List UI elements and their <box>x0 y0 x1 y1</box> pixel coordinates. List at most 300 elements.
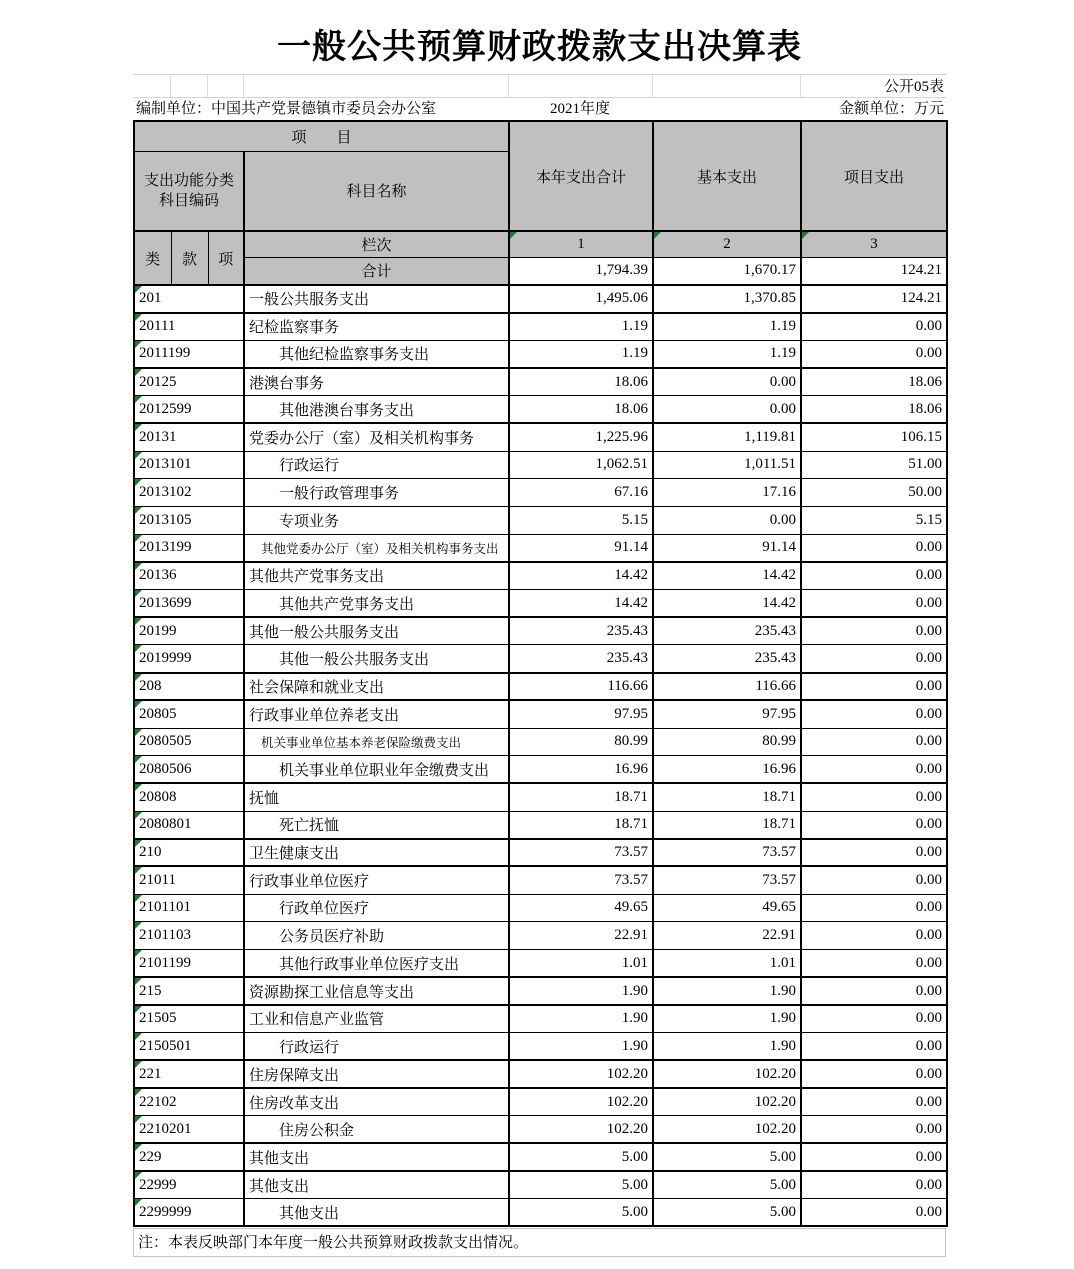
row-code-cell <box>134 1033 244 1061</box>
row-name-cell <box>244 617 509 645</box>
row-value-cell-text: 1,495.06 <box>595 290 649 307</box>
row-value-cell-text: 49.65 <box>762 899 797 916</box>
row-value-cell <box>801 866 947 894</box>
row-name-cell <box>244 368 509 396</box>
row-value-cell-text: 91.14 <box>614 539 649 556</box>
column-header-label: 本年支出合计 <box>536 169 627 186</box>
row-value-cell-text: 124.21 <box>900 290 943 307</box>
row-value-cell <box>509 396 653 424</box>
row-value-cell <box>509 866 653 894</box>
table-row <box>134 313 947 341</box>
row-value-cell <box>509 783 653 811</box>
row-value-cell-text: 235.43 <box>754 622 797 639</box>
row-value-cell <box>801 507 947 535</box>
row-name-cell-text: 其他港澳台事务支出 <box>279 402 415 419</box>
column-number: 3 <box>870 235 878 252</box>
row-value-cell <box>801 562 947 590</box>
row-value-cell-text: 16.96 <box>614 760 649 777</box>
row-value-cell <box>509 645 653 673</box>
row-value-cell <box>653 479 801 507</box>
row-value-cell-text: 17.16 <box>762 484 797 501</box>
grand-total-label: 合计 <box>361 264 392 281</box>
row-name-cell <box>244 479 509 507</box>
row-value-cell-text: 1,225.96 <box>595 429 649 446</box>
row-code-cell-text: 2019999 <box>139 650 192 667</box>
gridline <box>652 75 653 97</box>
page-title: 一般公共预算财政拨款支出决算表 <box>277 29 802 66</box>
row-code-cell <box>134 866 244 894</box>
table-row <box>134 783 947 811</box>
row-code-cell <box>134 1088 244 1116</box>
table-row <box>134 700 947 728</box>
row-name-cell-text: 公务员医疗补助 <box>279 929 385 946</box>
table-row <box>134 1143 947 1171</box>
row-value-cell-text: 1.90 <box>769 1010 797 1027</box>
row-value-cell-text: 0.00 <box>915 1120 943 1137</box>
table-row <box>134 285 947 313</box>
row-value-cell <box>801 313 947 341</box>
row-code-cell-text: 20808 <box>139 788 177 805</box>
row-value-cell-text: 18.71 <box>762 816 797 833</box>
row-code-cell-text: 22999 <box>139 1176 177 1193</box>
sub-column-item <box>208 231 244 285</box>
row-value-cell-text: 0.00 <box>915 1037 943 1054</box>
row-value-cell <box>801 1005 947 1033</box>
row-value-cell <box>509 340 653 368</box>
row-value-cell-text: 67.16 <box>614 484 649 501</box>
row-value-cell <box>801 756 947 784</box>
table-row <box>134 534 947 562</box>
row-value-cell <box>509 368 653 396</box>
row-value-cell-text: 102.20 <box>754 1093 797 1110</box>
row-value-cell <box>801 340 947 368</box>
row-name-cell-text: 机关事业单位基本养老保险缴费支出 <box>261 735 462 750</box>
column-number: 2 <box>723 235 731 252</box>
row-value-cell <box>509 700 653 728</box>
table-row <box>134 451 947 479</box>
row-value-cell-text: 51.00 <box>908 456 943 473</box>
row-value-cell <box>653 451 801 479</box>
row-value-cell-text: 0.00 <box>915 318 943 335</box>
row-code-cell-text: 2013699 <box>139 594 192 611</box>
row-value-cell-text: 50.00 <box>908 484 943 501</box>
row-value-cell-text: 0.00 <box>915 844 943 861</box>
row-value-cell <box>653 783 801 811</box>
excel-error-triangle-icon <box>510 232 517 239</box>
row-code-cell <box>134 728 244 756</box>
row-name-cell-text: 港澳台事务 <box>249 375 325 392</box>
sub-column-label: 项 <box>218 251 234 268</box>
row-value-cell-text: 0.00 <box>915 816 943 833</box>
row-value-cell <box>509 1171 653 1199</box>
project-header-cell <box>134 121 509 151</box>
column-number-cell-1 <box>509 231 653 257</box>
row-code-cell <box>134 423 244 451</box>
row-name-cell <box>244 1005 509 1033</box>
row-value-cell <box>801 839 947 867</box>
row-code-cell-text: 2150501 <box>139 1037 192 1054</box>
row-code-cell <box>134 617 244 645</box>
row-value-cell <box>509 423 653 451</box>
row-name-cell <box>244 562 509 590</box>
row-value-cell-text: 1,011.51 <box>744 456 797 473</box>
table-row <box>134 1171 947 1199</box>
table-row <box>134 1116 947 1144</box>
row-value-cell <box>509 950 653 978</box>
row-name-cell <box>244 313 509 341</box>
row-code-cell-text: 2101103 <box>139 927 191 944</box>
row-value-cell-text: 0.00 <box>915 872 943 889</box>
row-value-cell-text: 5.00 <box>621 1148 649 1165</box>
row-code-cell-text: 2013101 <box>139 456 192 473</box>
row-value-cell-text: 0.00 <box>915 982 943 999</box>
row-code-cell-text: 2080801 <box>139 816 192 833</box>
budget-sheet <box>133 0 946 1257</box>
row-value-cell <box>509 617 653 645</box>
row-code-cell-text: 215 <box>139 982 162 999</box>
row-name-cell-text: 一般公共服务支出 <box>249 292 370 309</box>
row-name-cell-text: 其他一般公共服务支出 <box>249 624 400 641</box>
row-name-cell <box>244 673 509 701</box>
row-value-cell <box>653 645 801 673</box>
row-code-cell <box>134 894 244 922</box>
code-header-cell <box>134 151 244 231</box>
row-code-cell <box>134 645 244 673</box>
row-value-cell <box>509 451 653 479</box>
row-value-cell <box>509 507 653 535</box>
row-code-cell <box>134 839 244 867</box>
row-name-cell <box>244 534 509 562</box>
row-name-cell <box>244 1171 509 1199</box>
row-value-cell-text: 102.20 <box>754 1120 797 1137</box>
table-row <box>134 950 947 978</box>
row-value-cell <box>509 1088 653 1116</box>
table-row <box>134 894 947 922</box>
column-header-label: 项目支出 <box>844 169 905 186</box>
row-name-cell <box>244 1199 509 1227</box>
row-code-cell <box>134 977 244 1005</box>
row-value-cell-text: 0.00 <box>915 1093 943 1110</box>
row-code-cell <box>134 368 244 396</box>
row-value-cell <box>653 756 801 784</box>
gridline <box>170 75 171 97</box>
grand-total-value: 124.21 <box>900 262 943 279</box>
column-header-project-expenditure <box>801 121 947 231</box>
row-value-cell <box>653 839 801 867</box>
row-name-cell-text: 行政运行 <box>279 458 340 475</box>
row-value-cell-text: 5.00 <box>769 1203 797 1220</box>
row-value-cell <box>801 700 947 728</box>
row-value-cell <box>801 423 947 451</box>
prepared-by-label: 编制单位：中国共产党景德镇市委员会办公室 <box>136 101 437 117</box>
row-value-cell-text: 0.00 <box>915 1148 943 1165</box>
row-code-cell <box>134 700 244 728</box>
row-value-cell-text: 235.43 <box>606 650 649 667</box>
row-value-cell-text: 1,062.51 <box>595 456 649 473</box>
row-code-cell <box>134 507 244 535</box>
row-value-cell-text: 0.00 <box>915 1203 943 1220</box>
row-value-cell <box>509 1033 653 1061</box>
row-code-cell <box>134 451 244 479</box>
row-value-cell <box>801 451 947 479</box>
row-value-cell <box>509 839 653 867</box>
row-name-cell-text: 死亡抚恤 <box>279 818 340 835</box>
row-value-cell-text: 18.06 <box>908 400 943 417</box>
row-name-cell-text: 专项业务 <box>279 513 340 530</box>
column-number-cell-3 <box>801 231 947 257</box>
row-name-cell-text: 抚恤 <box>249 790 280 807</box>
row-value-cell-text: 97.95 <box>614 705 649 722</box>
row-value-cell <box>653 396 801 424</box>
row-value-cell <box>509 1143 653 1171</box>
row-code-cell <box>134 922 244 950</box>
row-value-cell-text: 0.00 <box>915 345 943 362</box>
row-code-cell-text: 2080506 <box>139 760 192 777</box>
row-value-cell-text: 1.19 <box>621 345 649 362</box>
row-code-cell <box>134 285 244 313</box>
row-name-cell <box>244 977 509 1005</box>
row-name-cell-text: 住房公积金 <box>279 1122 355 1139</box>
row-value-cell <box>653 1060 801 1088</box>
row-value-cell <box>653 977 801 1005</box>
header-row-lanci <box>134 231 947 257</box>
row-code-cell <box>134 1060 244 1088</box>
row-code-cell <box>134 479 244 507</box>
row-value-cell <box>509 1005 653 1033</box>
table-row <box>134 617 947 645</box>
row-name-cell <box>244 950 509 978</box>
row-value-cell <box>653 340 801 368</box>
row-value-cell-text: 22.91 <box>762 927 797 944</box>
excel-error-triangle-icon <box>654 232 661 239</box>
row-name-cell-text: 行政事业单位养老支出 <box>249 707 400 724</box>
row-code-cell <box>134 783 244 811</box>
table-body <box>134 285 947 1226</box>
row-code-cell-text: 2101101 <box>139 899 191 916</box>
row-value-cell <box>801 1033 947 1061</box>
row-name-cell-text: 其他共产党事务支出 <box>279 596 415 613</box>
row-code-cell <box>134 756 244 784</box>
footnote: 注：本表反映部门本年度一般公共预算财政拨款支出情况。 <box>133 1228 946 1257</box>
row-value-cell <box>653 313 801 341</box>
row-name-cell <box>244 922 509 950</box>
row-name-cell <box>244 1143 509 1171</box>
row-code-cell-text: 20136 <box>139 567 177 584</box>
row-code-cell-text: 2013105 <box>139 511 192 528</box>
row-value-cell-text: 18.06 <box>614 373 649 390</box>
row-name-cell <box>244 783 509 811</box>
row-value-cell-text: 0.00 <box>915 622 943 639</box>
row-value-cell-text: 0.00 <box>915 927 943 944</box>
row-value-cell-text: 0.00 <box>915 567 943 584</box>
subject-name-header-cell <box>244 151 509 231</box>
grand-total-value-cell <box>801 257 947 285</box>
row-value-cell <box>801 1199 947 1227</box>
code-header-line2: 科目编码 <box>158 192 219 209</box>
row-value-cell-text: 1.01 <box>621 954 649 971</box>
row-value-cell <box>653 673 801 701</box>
row-value-cell <box>653 1199 801 1227</box>
row-value-cell-text: 0.00 <box>915 899 943 916</box>
row-value-cell-text: 5.00 <box>621 1176 649 1193</box>
row-value-cell <box>509 922 653 950</box>
row-code-cell-text: 21505 <box>139 1010 177 1027</box>
row-name-cell <box>244 1033 509 1061</box>
row-code-cell-text: 20125 <box>139 373 177 390</box>
expenditure-table <box>133 120 948 1227</box>
row-value-cell <box>801 617 947 645</box>
table-row <box>134 756 947 784</box>
table-row <box>134 507 947 535</box>
row-name-cell <box>244 700 509 728</box>
row-value-cell <box>801 479 947 507</box>
row-value-cell <box>801 396 947 424</box>
row-value-cell-text: 18.06 <box>908 373 943 390</box>
row-value-cell-text: 1.90 <box>621 982 649 999</box>
row-value-cell-text: 5.00 <box>621 1203 649 1220</box>
grand-total-value-cell <box>509 257 653 285</box>
gridline <box>508 75 509 97</box>
row-value-cell-text: 0.00 <box>915 705 943 722</box>
subject-name-header-label: 科目名称 <box>346 184 407 201</box>
header-row-total <box>134 257 947 285</box>
row-value-cell-text: 18.71 <box>762 788 797 805</box>
row-value-cell <box>653 507 801 535</box>
meta-row <box>133 98 946 120</box>
row-value-cell <box>801 1060 947 1088</box>
row-value-cell-text: 1,119.81 <box>744 429 797 446</box>
excel-error-triangle-icon <box>802 232 809 239</box>
sub-column-section <box>171 231 208 285</box>
row-value-cell-text: 14.42 <box>614 594 649 611</box>
row-value-cell <box>653 1005 801 1033</box>
row-name-cell-text: 机关事业单位职业年金缴费支出 <box>279 762 490 779</box>
sheet-label-row <box>133 74 946 98</box>
row-code-cell-text: 2080505 <box>139 733 192 750</box>
row-value-cell-text: 5.00 <box>769 1148 797 1165</box>
row-name-cell-text: 行政事业单位医疗 <box>249 874 370 891</box>
table-row <box>134 562 947 590</box>
table-row <box>134 866 947 894</box>
row-value-cell <box>653 285 801 313</box>
table-row <box>134 922 947 950</box>
lanci-label: 栏次 <box>361 237 392 254</box>
row-value-cell-text: 0.00 <box>915 677 943 694</box>
row-value-cell-text: 22.91 <box>614 927 649 944</box>
column-number-cell-2 <box>653 231 801 257</box>
table-row <box>134 811 947 839</box>
row-value-cell <box>653 1033 801 1061</box>
row-value-cell-text: 102.20 <box>754 1065 797 1082</box>
row-value-cell-text: 0.00 <box>915 539 943 556</box>
row-name-cell <box>244 811 509 839</box>
table-header <box>134 121 947 285</box>
row-code-cell <box>134 1005 244 1033</box>
row-name-cell-text: 党委办公厅（室）及相关机构事务 <box>249 431 475 448</box>
row-code-cell <box>134 313 244 341</box>
row-name-cell-text: 其他行政事业单位医疗支出 <box>279 956 460 973</box>
row-name-cell-text: 其他党委办公厅（室）及相关机构事务支出 <box>261 541 499 556</box>
row-value-cell-text: 0.00 <box>915 733 943 750</box>
row-value-cell-text: 0.00 <box>915 954 943 971</box>
table-row <box>134 479 947 507</box>
row-name-cell-text: 卫生健康支出 <box>249 846 340 863</box>
row-name-cell-text: 纪检监察事务 <box>249 320 340 337</box>
sheet-label: 公开05表 <box>883 79 944 95</box>
row-value-cell <box>509 811 653 839</box>
row-value-cell <box>653 1088 801 1116</box>
row-code-cell-text: 201 <box>139 290 162 307</box>
row-code-cell-text: 2013102 <box>139 484 192 501</box>
row-value-cell-text: 235.43 <box>754 650 797 667</box>
row-code-cell-text: 20805 <box>139 705 177 722</box>
row-code-cell <box>134 1199 244 1227</box>
row-value-cell <box>801 1171 947 1199</box>
row-code-cell <box>134 673 244 701</box>
row-code-cell <box>134 562 244 590</box>
gridline <box>243 75 244 97</box>
row-code-cell-text: 208 <box>139 677 162 694</box>
row-name-cell-text: 工业和信息产业监管 <box>249 1012 385 1029</box>
row-value-cell-text: 73.57 <box>762 872 797 889</box>
row-value-cell <box>801 922 947 950</box>
row-name-cell <box>244 756 509 784</box>
row-value-cell-text: 16.96 <box>762 760 797 777</box>
row-value-cell <box>509 313 653 341</box>
row-value-cell <box>653 562 801 590</box>
row-value-cell <box>653 590 801 618</box>
row-value-cell-text: 80.99 <box>614 733 649 750</box>
row-value-cell <box>801 894 947 922</box>
grand-total-value-cell <box>653 257 801 285</box>
row-value-cell-text: 14.42 <box>762 594 797 611</box>
row-value-cell <box>653 1116 801 1144</box>
row-value-cell <box>509 562 653 590</box>
row-code-cell-text: 2210201 <box>139 1120 192 1137</box>
row-name-cell <box>244 728 509 756</box>
column-header-label: 基本支出 <box>697 169 758 186</box>
column-header-total-expenditure <box>509 121 653 231</box>
row-value-cell-text: 1.19 <box>769 345 797 362</box>
row-name-cell-text: 其他支出 <box>279 1205 340 1222</box>
row-value-cell <box>801 673 947 701</box>
row-value-cell <box>509 756 653 784</box>
row-name-cell-text: 其他共产党事务支出 <box>249 569 385 586</box>
row-value-cell <box>509 1199 653 1227</box>
row-value-cell-text: 14.42 <box>762 567 797 584</box>
row-value-cell-text: 0.00 <box>915 1065 943 1082</box>
row-value-cell-text: 80.99 <box>762 733 797 750</box>
table-row <box>134 1060 947 1088</box>
row-value-cell <box>801 285 947 313</box>
row-value-cell-text: 0.00 <box>915 650 943 667</box>
row-value-cell-text: 49.65 <box>614 899 649 916</box>
row-code-cell-text: 20199 <box>139 622 177 639</box>
row-code-cell-text: 2101199 <box>139 954 191 971</box>
row-code-cell <box>134 811 244 839</box>
table-row <box>134 1199 947 1227</box>
row-code-cell <box>134 1171 244 1199</box>
table-row <box>134 728 947 756</box>
row-code-cell <box>134 950 244 978</box>
row-value-cell-text: 5.15 <box>621 511 649 528</box>
row-value-cell-text: 1.19 <box>621 318 649 335</box>
row-value-cell <box>653 1143 801 1171</box>
table-row <box>134 645 947 673</box>
row-value-cell <box>801 783 947 811</box>
row-code-cell-text: 210 <box>139 844 162 861</box>
row-value-cell <box>801 1088 947 1116</box>
